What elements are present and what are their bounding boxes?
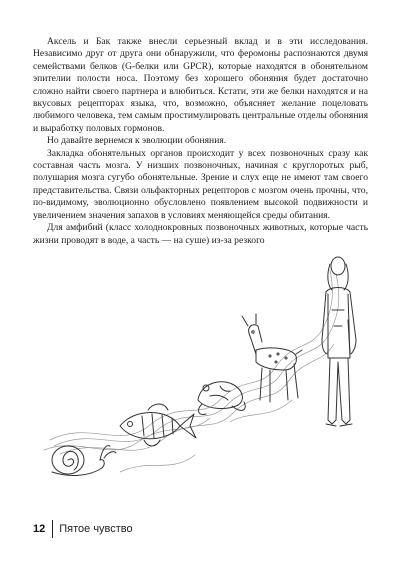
paragraph: Аксель и Бак также внесли серьезный вклад и в эти исследования. Независимо друг от друга они обнаружили, что феромоны распознаются двумя семействами белков (G-белки или GPCR), которые находятся в обонятельном эпителии полости носа. Поэтому без хорошего обоняния будет достаточно сложно найти своего партнера и влюбиться. Кстати, эти же белки находятся и на вкусовых рецепторах языка, что, возможно, объясняет желание поцеловать любимого человека, тем самым простимулировать центральные отделы обоняния и выработку половых гормонов. bbox=[33, 36, 368, 134]
page-number: 12 bbox=[33, 523, 46, 535]
body-text bbox=[33, 36, 368, 247]
page-footer bbox=[33, 519, 133, 539]
deer-drawing bbox=[242, 314, 302, 402]
snail-drawing bbox=[52, 446, 116, 476]
footer-divider bbox=[52, 520, 53, 538]
paragraph: Но давайте вернемся к эволюции обоняния. bbox=[47, 135, 227, 147]
fish-drawing bbox=[120, 404, 196, 446]
man-drawing bbox=[322, 257, 356, 426]
paragraph: Для амфибий (класс холоднокровных позвоночных животных, которые часть жизни проводят в воде, а часть — на суше) из-за резкого bbox=[33, 222, 368, 246]
evolution-illustration bbox=[30, 250, 380, 500]
paragraph: Закладка обонятельных органов происходит у всех позвоночных сразу как составная часть мозга. У низших позвоночных, начиная с круглоротых рыб, полушария мозга сугубо обонятельные. Зрение и слух еще не имеют там своего представительства. Связи ольфакторных рецепторов с мозгом очень прочны, что, по-видимому, эволюционно обусловлено появлением высокой подвижности и увеличением значения запахов в условиях меняющейся среды обитания. bbox=[33, 147, 368, 221]
running-title: Пятое чувство bbox=[59, 523, 133, 535]
